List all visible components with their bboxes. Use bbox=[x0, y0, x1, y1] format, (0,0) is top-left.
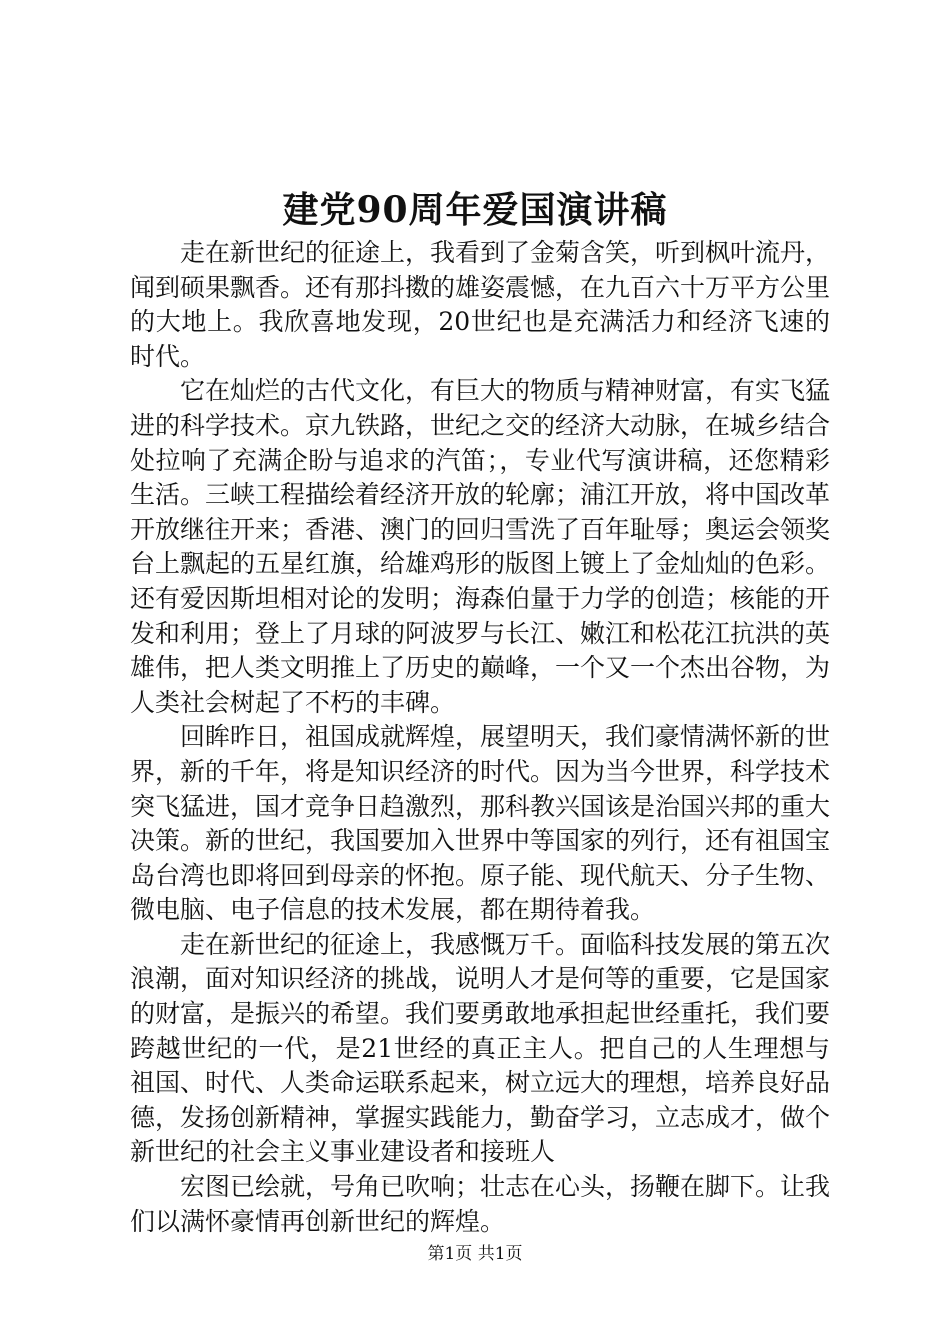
paragraph-1: 走在新世纪的征途上，我看到了金菊含笑，听到枫叶流丹，闻到硕果飘香。还有那抖擞的雄姿震憾，在九百六十万平方公里的大地上。我欣喜地发现，20世纪也是充满活力和经济飞速的时代。 bbox=[130, 238, 831, 371]
paragraph-3: 回眸昨日，祖国成就辉煌，展望明天，我们豪情满怀新的世界，新的千年，将是知识经济的时代。因为当今世界，科学技术突飞猛进，国才竞争日趋激烈，那科教兴国该是治国兴邦的重大决策。新的世纪，我国要加入世界中等国家的列行，还有祖国宝岛台湾也即将回到母亲的怀抱。原子能、现代航天、分子生物、微电脑、电子信息的技术发展，都在期待着我。 bbox=[130, 722, 831, 925]
page-footer: 第1页 共1页 bbox=[427, 1244, 523, 1264]
paragraph-5: 宏图已绘就，号角已吹响；壮志在心头，扬鞭在脚下。让我们以满怀豪情再创新世纪的辉煌。 bbox=[130, 1172, 831, 1236]
paragraph-4: 走在新世纪的征途上，我感慨万千。面临科技发展的第五次浪潮，面对知识经济的挑战，说明人才是何等的重要，它是国家的财富，是振兴的希望。我们要勇敢地承担起世经重托，我们要跨越世纪的一代，是21世经的真正主人。把自己的人生理想与祖国、时代、人类命运联系起来，树立远大的理想，培养良好品德，发扬创新精神，掌握实践能力，勤奋学习，立志成才，做个新世纪的社会主义事业建设者和接班人 bbox=[130, 929, 831, 1167]
paragraph-2: 它在灿烂的古代文化，有巨大的物质与精神财富，有实飞猛进的科学技术。京九铁路，世纪之交的经济大动脉，在城乡结合处拉响了充满企盼与追求的汽笛；，专业代写演讲稿，还您精彩生活。三峡工程描绘着经济开放的轮廓；浦江开放，将中国改革开放继往开来；香港、澳门的回归雪洗了百年耻辱；奥运会领奖台上飘起的五星红旗，给雄鸡形的版图上镀上了金灿灿的色彩。还有爱因斯坦相对论的发明；海森伯量于力学的创造；核能的开发和利用；登上了月球的阿波罗与长江、嫩江和松花江抗洪的英雄伟，把人类文明推上了历史的巅峰，一个又一个杰出谷物，为人类社会树起了不朽的丰碑。 bbox=[130, 376, 831, 717]
document-body bbox=[130, 236, 830, 1239]
document-title: 建党90周年爱国演讲稿 bbox=[282, 189, 668, 231]
